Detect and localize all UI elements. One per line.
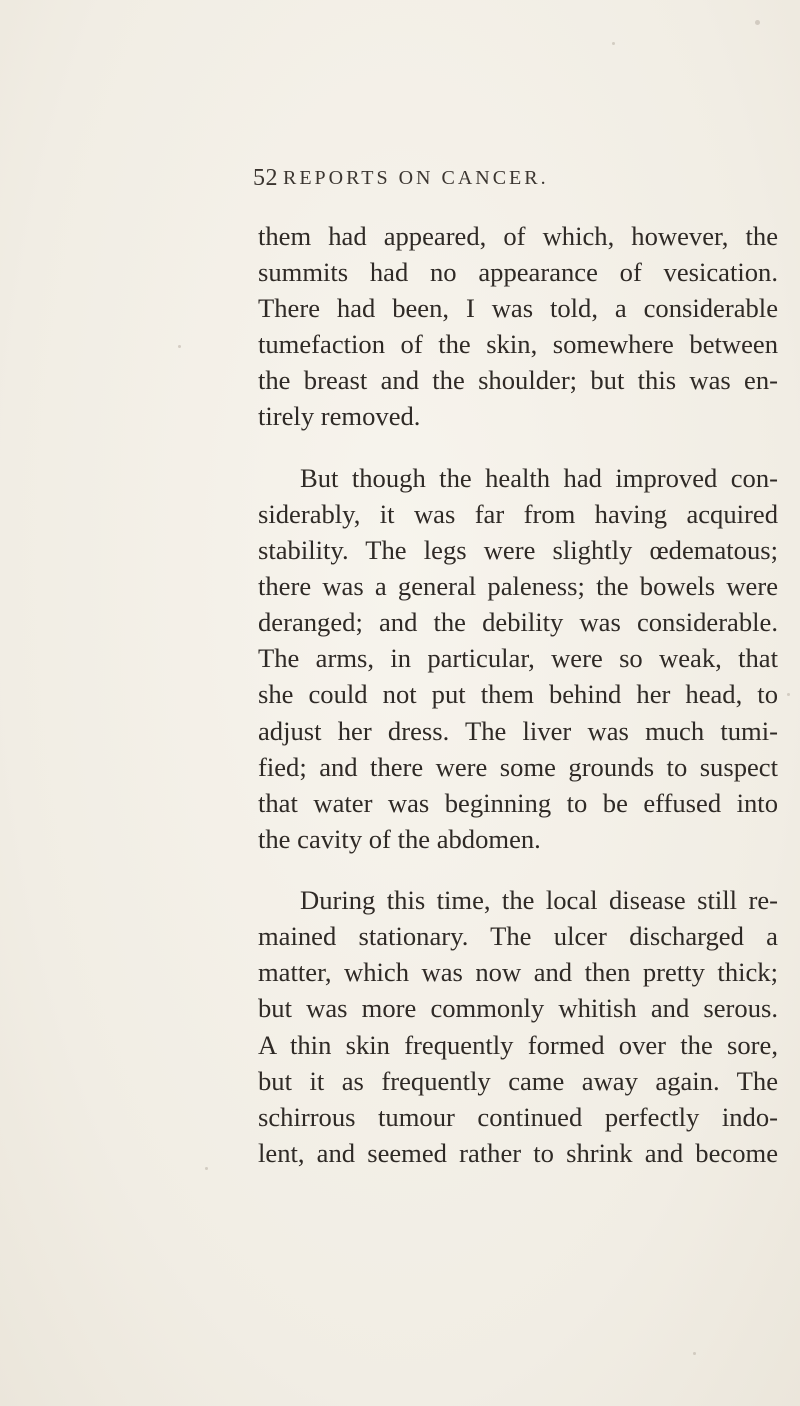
paragraph-2 [258, 460, 778, 857]
paper-speck [787, 693, 790, 696]
text-line: But though the health had improved con- [300, 462, 778, 493]
text-line: deranged; and the debility was considerable. [258, 607, 778, 638]
text-line: siderably, it was far from having acquired [258, 498, 778, 529]
running-head: REPORTS ON CANCER. [283, 167, 549, 189]
text-line: them had appeared, of which, however, the [258, 221, 778, 251]
text-line: schirrous tumour continued perfectly indo- [258, 1101, 778, 1132]
text-line: During this time, the local disease still re- [300, 885, 778, 916]
text-line: There had been, I was told, a considerable [258, 293, 778, 324]
text-line: fied; and there were some grounds to suspect [258, 751, 778, 782]
paper-speck [612, 42, 615, 45]
body-text [258, 218, 778, 1171]
text-line: that water was beginning to be effused into [258, 787, 778, 818]
text-line: tumefaction of the skin, somewhere between [258, 329, 778, 360]
paper-speck [178, 345, 181, 348]
text-line: tirely removed. [258, 401, 421, 432]
paragraph-3 [258, 882, 778, 1171]
text-line: but was more commonly whitish and serous. [258, 993, 778, 1024]
paragraph-1 [258, 218, 778, 435]
text-line: mained stationary. The ulcer discharged a [258, 921, 778, 952]
page-header [253, 165, 773, 195]
text-line: but it as frequently came away again. The [258, 1065, 778, 1096]
text-line: the breast and the shoulder; but this was en- [258, 365, 778, 396]
page-number: 52 [253, 165, 278, 191]
text-line: there was a general paleness; the bowels were [258, 571, 778, 602]
text-line: The arms, in particular, were so weak, that [258, 643, 778, 674]
text-line: A thin skin frequently formed over the sore, [258, 1029, 778, 1060]
paper-speck [755, 20, 760, 25]
paper-speck [205, 1167, 208, 1170]
text-line: adjust her dress. The liver was much tumi- [258, 715, 778, 746]
paper-speck [693, 1352, 696, 1355]
text-line: summits had no appearance of vesication. [258, 257, 778, 288]
text-line: matter, which was now and then pretty thick; [258, 957, 778, 988]
text-line: she could not put them behind her head, to [258, 679, 778, 710]
text-line: the cavity of the abdomen. [258, 823, 541, 854]
text-line: lent, and seemed rather to shrink and become [258, 1137, 778, 1168]
text-line: stability. The legs were slightly œdematous; [258, 535, 778, 566]
